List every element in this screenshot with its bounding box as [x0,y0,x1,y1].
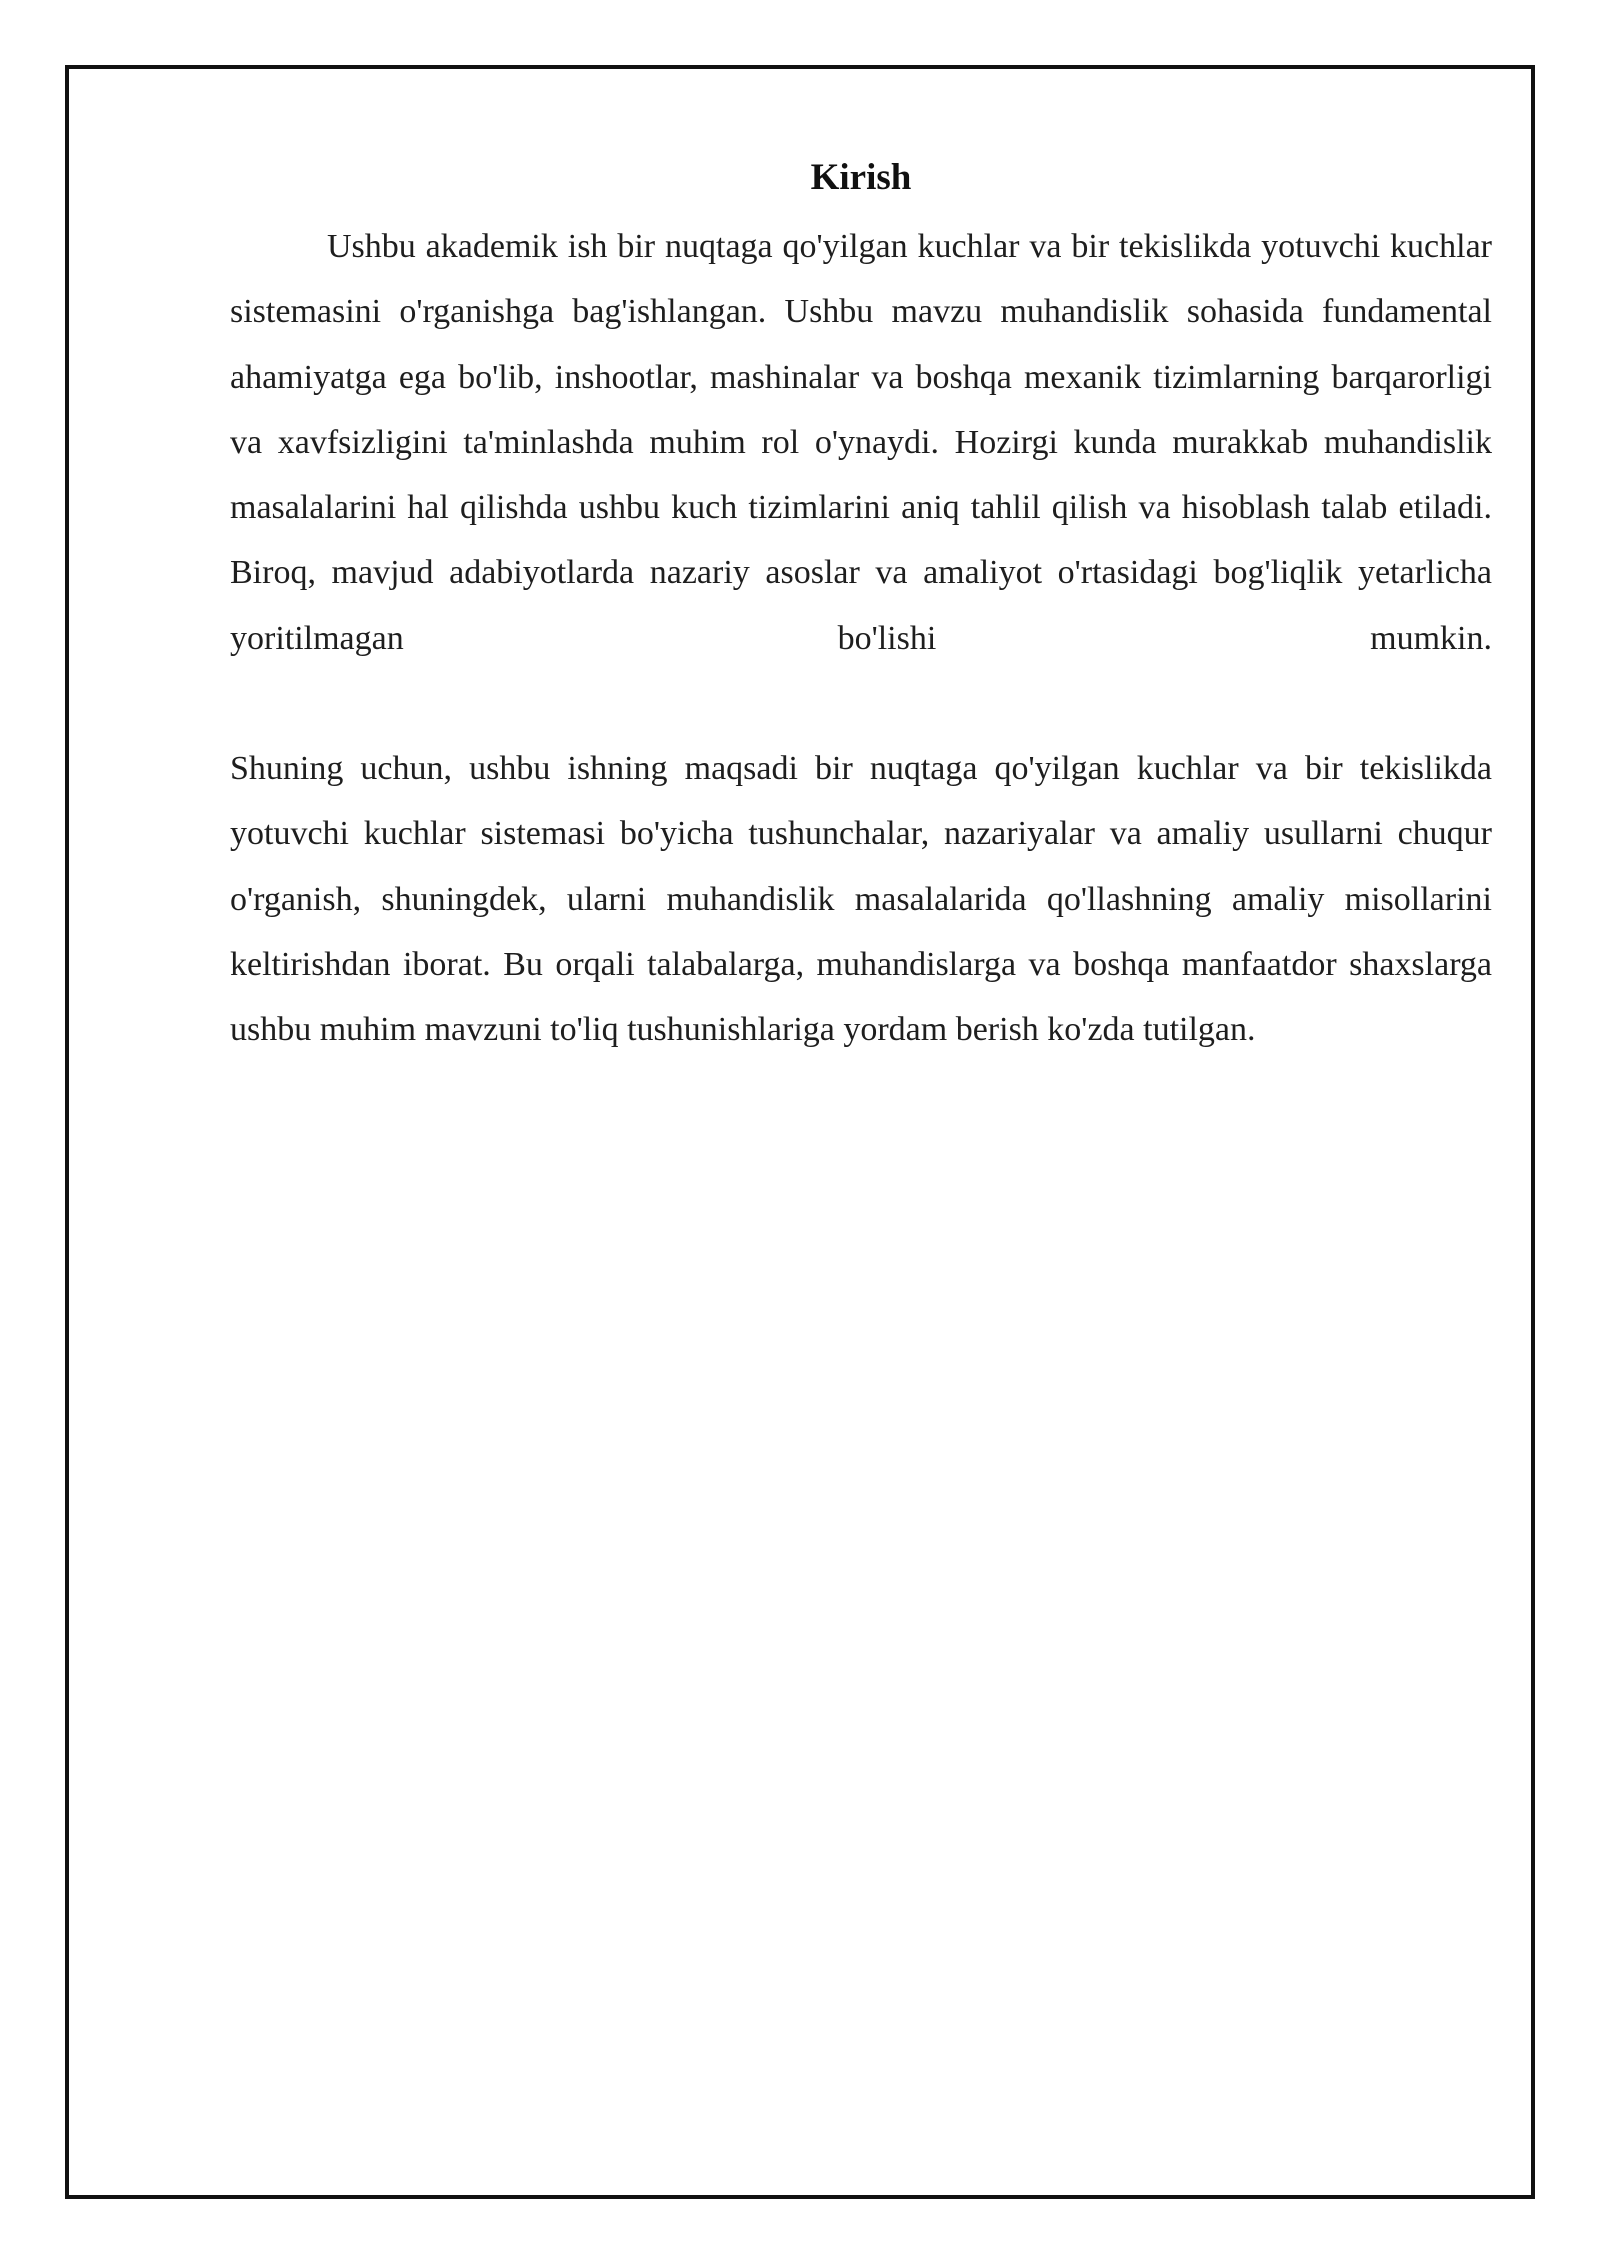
document-title: Kirish [810,157,912,198]
document-body [230,150,1492,1063]
paragraph-intro: Ushbu akademik ish bir nuqtaga qo'yilgan kuchlar va bir tekislikda yotuvchi kuchlar sistemasini o'rganishga bag'ishlangan. Ushbu mavzu muhandislik sohasida fundamental ahamiyatga ega bo'lib, inshootlar, mashinalar va boshqa mexanik tizimlarning barqarorligi va xavfsizligini ta'minlashda muhim rol o'ynaydi. Hozirgi kunda murakkab muhandislik masalalarini hal qilishda ushbu kuch tizimlarini aniq tahlil qilish va hisoblash talab etiladi. Biroq, mavjud adabiyotlarda nazariy asoslar va amaliyot o'rtasidagi bog'liqlik yetarlicha yoritilmagan bo'lishi mumkin. [230,228,1492,657]
paragraph-purpose: Shuning uchun, ushbu ishning maqsadi bir nuqtaga qo'yilgan kuchlar va bir tekislikda yotuvchi kuchlar sistemasi bo'yicha tushunchalar, nazariyalar va amaliy usullarni chuqur o'rganish, shuningdek, ularni muhandislik masalalarida qo'llashning amaliy misollarini keltirishdan iborat. Bu orqali talabalarga, muhandislarga va boshqa manfaatdor shaxslarga ushbu muhim mavzuni to'liq tushunishlariga yordam berish ko'zda tutilgan. [230,750,1492,1049]
